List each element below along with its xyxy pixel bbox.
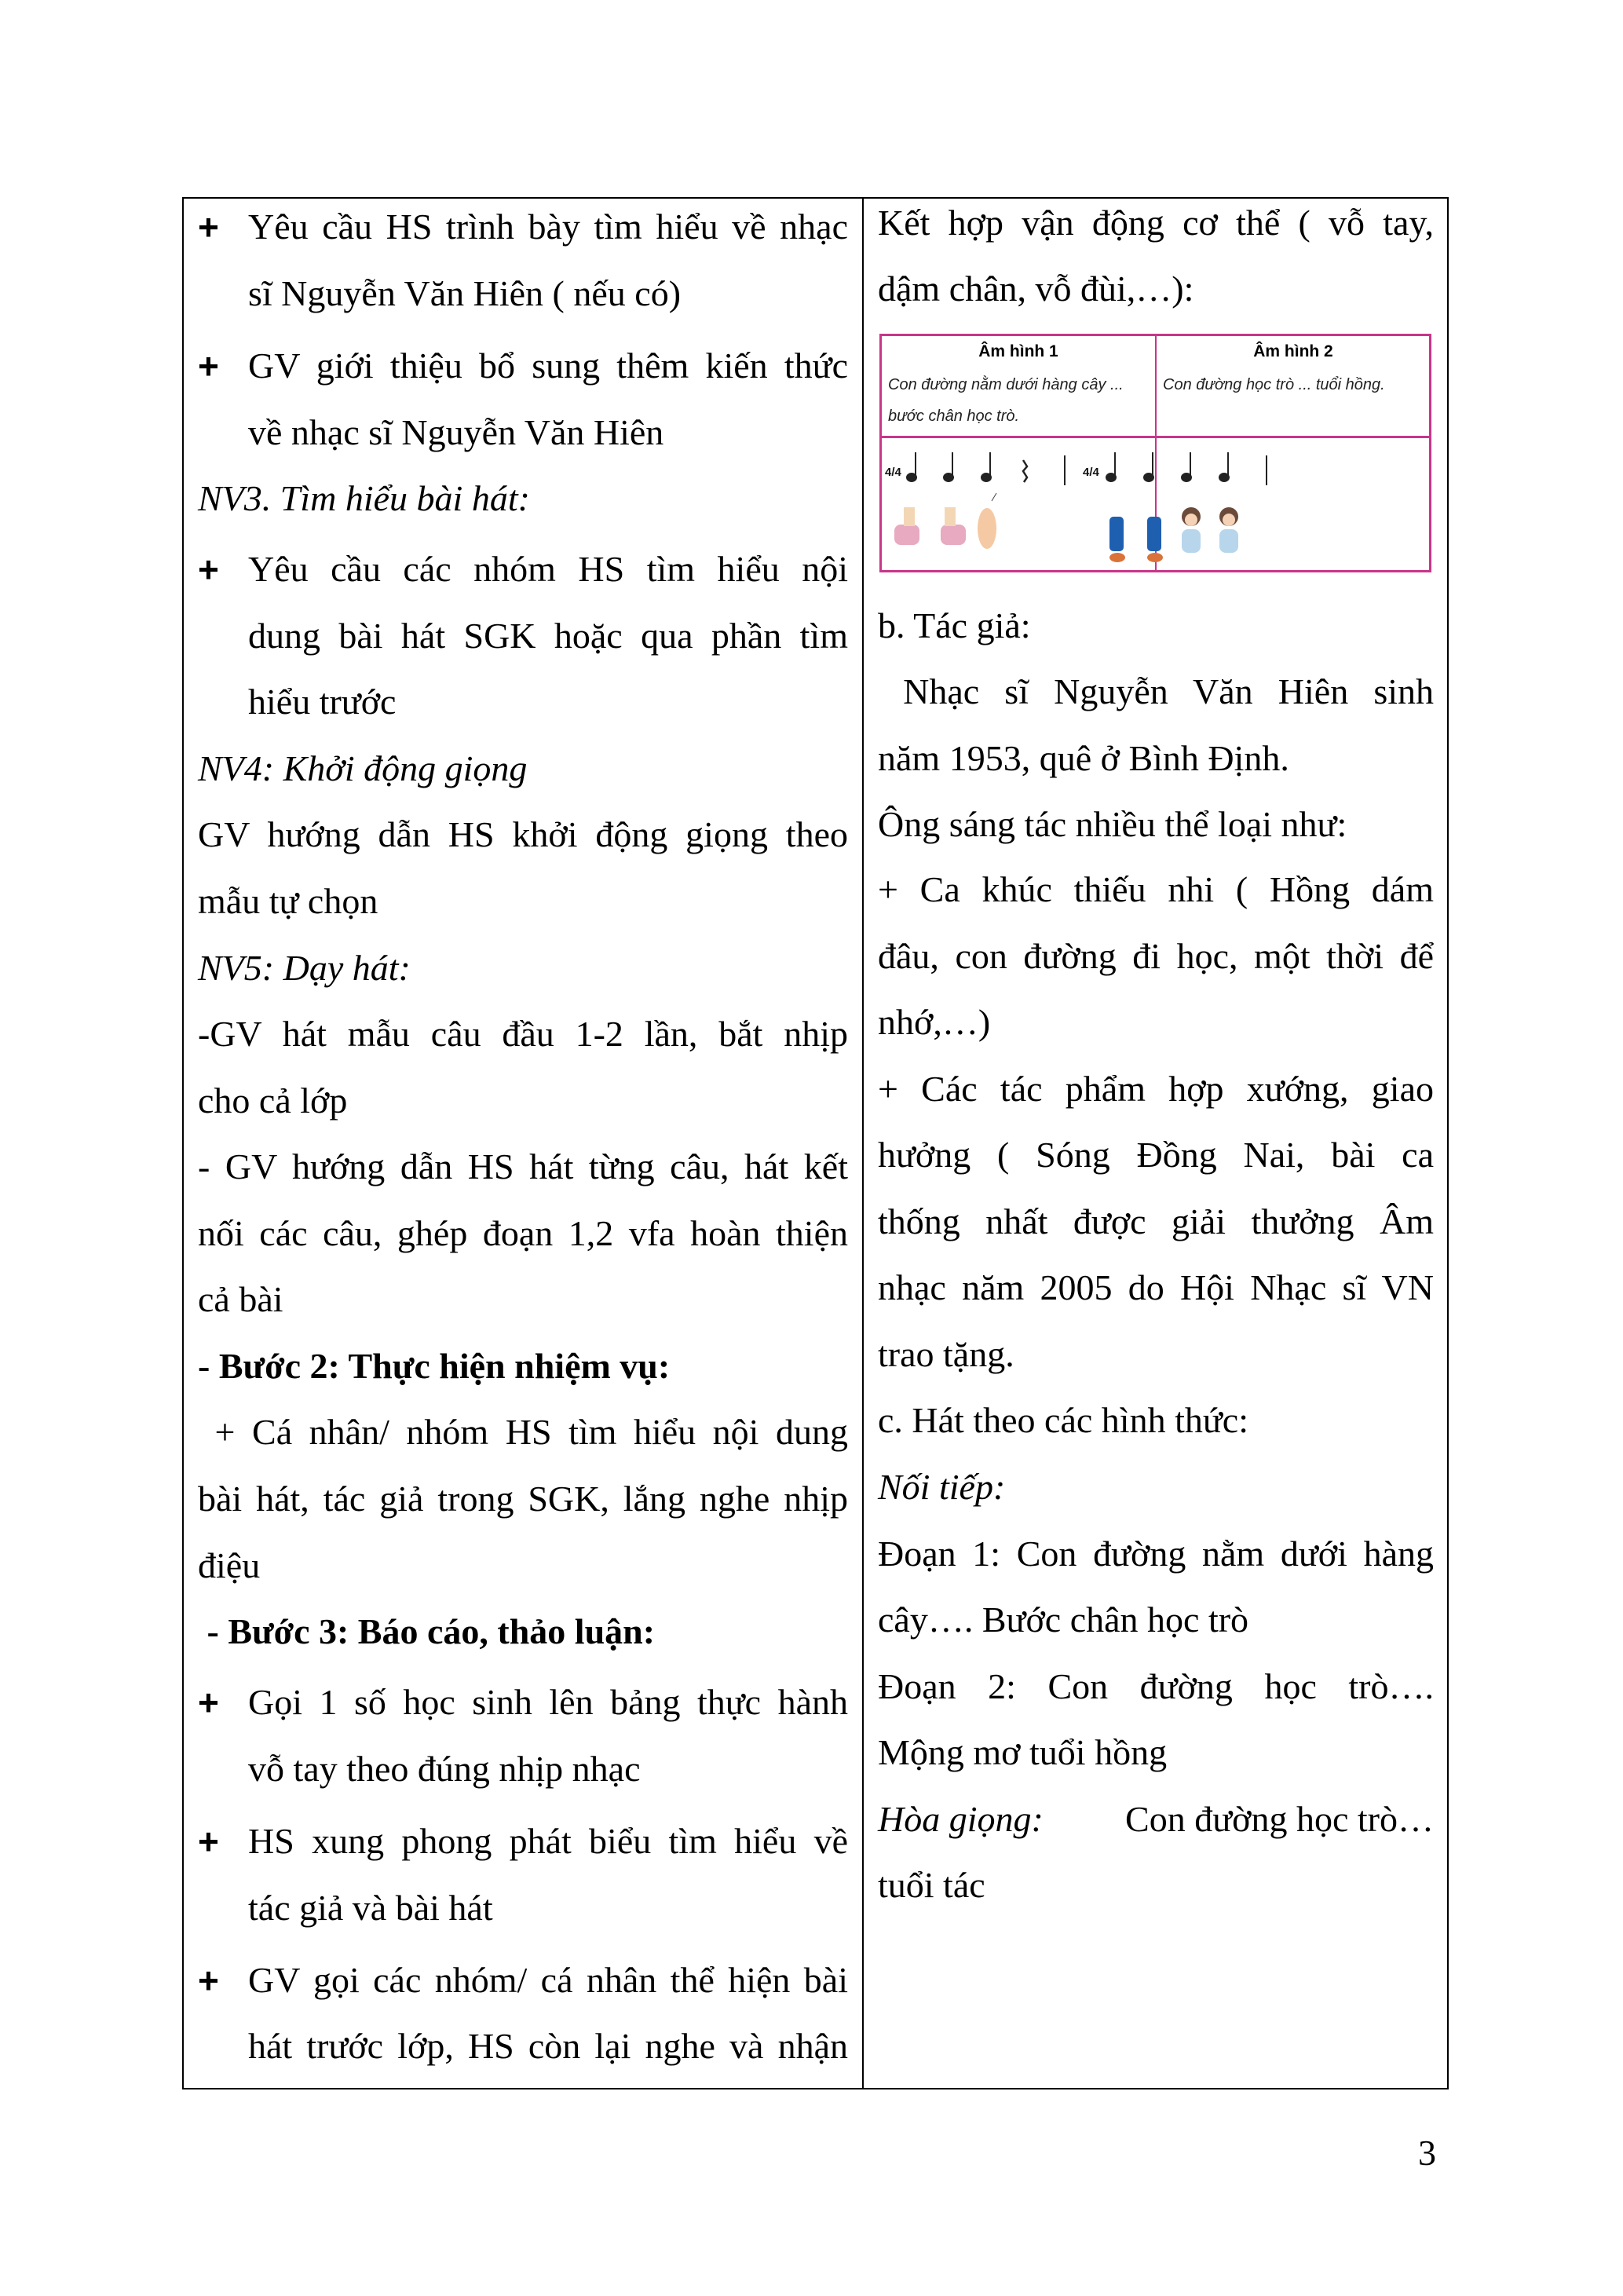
step-2-heading: - Bước 2: Thực hiện nhiệm vụ: bbox=[198, 1346, 671, 1386]
right-line bbox=[878, 1786, 1434, 1852]
left-line: bài hát, tác giả trong SGK, lắng nghe nhịp bbox=[198, 1479, 848, 1519]
pat-thigh-icon bbox=[1109, 517, 1125, 562]
pat-thigh-icon bbox=[1147, 517, 1163, 562]
pattern-1-time-signature: 4/4 bbox=[885, 466, 901, 479]
right-line: trao tặng. bbox=[878, 1334, 1014, 1374]
left-line: GV giới thiệu bổ sung thêm kiến thức bbox=[248, 345, 848, 386]
singing-forms-heading: c. Hát theo các hình thức: bbox=[878, 1400, 1248, 1440]
bullet: + bbox=[198, 207, 219, 247]
task-heading-nv4: NV4: Khởi động giọng bbox=[198, 748, 528, 788]
pattern-2-time-signature: 4/4 bbox=[1083, 466, 1099, 479]
page-number: 3 bbox=[1418, 2133, 1436, 2173]
rhythm-pattern-figure bbox=[879, 334, 1431, 572]
left-line: vỗ tay theo đúng nhịp nhạc bbox=[248, 1749, 641, 1789]
bullet: + bbox=[198, 1682, 219, 1723]
bullet: + bbox=[198, 1821, 219, 1862]
right-line: + Các tác phẩm hợp xướng, giao bbox=[878, 1069, 1434, 1109]
right-line: hưởng ( Sóng Đồng Nai, bài ca bbox=[878, 1135, 1434, 1175]
right-line: + Ca khúc thiếu nhi ( Hồng dám bbox=[878, 869, 1434, 909]
left-line: Yêu cầu HS trình bày tìm hiểu về nhạc bbox=[248, 207, 848, 247]
left-line: về nhạc sĩ Nguyễn Văn Hiên bbox=[248, 412, 664, 452]
left-line: điệu bbox=[198, 1545, 261, 1585]
right-line: dậm chân, vỗ đùi,…): bbox=[878, 269, 1194, 309]
left-line: sĩ Nguyễn Văn Hiên ( nếu có) bbox=[248, 273, 682, 313]
right-line: nhạc năm 2005 do Hội Nhạc sĩ VN bbox=[878, 1267, 1434, 1307]
pattern-1-lyric-line: bước chân học trò. bbox=[888, 408, 1020, 425]
rhythm-notation bbox=[882, 438, 1431, 572]
task-heading-nv3: NV3. Tìm hiểu bài hát: bbox=[198, 478, 530, 518]
shoulder-tap-icon bbox=[1182, 507, 1201, 553]
pattern-1-lyric bbox=[888, 369, 1124, 432]
right-line: đâu, con đường đi học, một thời để bbox=[878, 936, 1434, 976]
chorus-label: Hòa giọng: bbox=[878, 1799, 1044, 1839]
right-line: tuổi tác bbox=[878, 1865, 985, 1905]
right-line: Ông sáng tác nhiều thể loại như: bbox=[878, 804, 1347, 844]
left-line: Yêu cầu các nhóm HS tìm hiểu nội bbox=[248, 549, 848, 589]
right-line: Nhạc sĩ Nguyễn Văn Hiên sinh bbox=[878, 671, 1435, 711]
shoulder-tap-icon bbox=[1219, 507, 1238, 553]
right-line: cây…. Bước chân học trò bbox=[878, 1600, 1249, 1640]
left-line: nối các câu, ghép đoạn 1,2 vfa hoàn thiện bbox=[198, 1213, 848, 1253]
author-heading: b. Tác giả: bbox=[878, 605, 1031, 645]
pattern-1-title: Âm hình 1 bbox=[978, 342, 1058, 360]
bullet: + bbox=[198, 1960, 219, 2001]
bullet: + bbox=[198, 549, 219, 590]
left-line: GV gọi các nhóm/ cá nhân thể hiện bài bbox=[248, 1960, 848, 2000]
right-line: năm 1953, quê ở Bình Định. bbox=[878, 738, 1289, 778]
right-line: nhớ,…) bbox=[878, 1002, 991, 1042]
left-line: GV hướng dẫn HS khởi động giọng theo bbox=[198, 814, 848, 854]
right-line: Nối tiếp: bbox=[878, 1467, 1006, 1507]
left-line: HS xung phong phát biểu tìm hiểu về bbox=[248, 1821, 848, 1861]
left-line: -GV hát mẫu câu đầu 1-2 lần, bắt nhịp bbox=[198, 1014, 848, 1054]
left-line: hát trước lớp, HS còn lại nghe và nhận bbox=[248, 2026, 848, 2066]
clap-hands-icon bbox=[978, 493, 996, 549]
stomp-foot-icon bbox=[941, 507, 966, 545]
left-line: hiểu trước bbox=[248, 682, 397, 722]
left-line: + Cá nhân/ nhóm HS tìm hiểu nội dung bbox=[198, 1412, 849, 1452]
left-line: Gọi 1 số học sinh lên bảng thực hành bbox=[248, 1682, 848, 1722]
left-line: cả bài bbox=[198, 1279, 283, 1319]
pattern-2-lyric: Con đường học trò ... tuổi hồng. bbox=[1163, 376, 1385, 393]
pattern-2-title: Âm hình 2 bbox=[1253, 342, 1333, 360]
bullet: + bbox=[198, 345, 219, 386]
right-line: Mộng mơ tuổi hồng bbox=[878, 1732, 1168, 1772]
left-line: tác giả và bài hát bbox=[248, 1888, 493, 1928]
quarter-note-icon bbox=[907, 452, 1229, 481]
left-line: dung bài hát SGK hoặc qua phần tìm bbox=[248, 616, 848, 656]
pattern-1-lyric-line: Con đường nằm dưới hàng cây ... bbox=[888, 376, 1124, 393]
right-line: Kết hợp vận động cơ thể ( vỗ tay, bbox=[878, 203, 1434, 243]
stomp-foot-icon bbox=[894, 507, 919, 545]
step-3-heading: - Bước 3: Báo cáo, thảo luận: bbox=[198, 1611, 656, 1651]
right-line: Đoạn 1: Con đường nằm dưới hàng bbox=[878, 1534, 1434, 1574]
column-divider bbox=[862, 197, 864, 2089]
left-line: - GV hướng dẫn HS hát từng câu, hát kết bbox=[198, 1146, 848, 1186]
chorus-text: Con đường học trò… bbox=[1116, 1799, 1434, 1839]
left-line: mẫu tự chọn bbox=[198, 881, 378, 921]
right-line: thống nhất được giải thưởng Âm bbox=[878, 1201, 1434, 1241]
right-line: Đoạn 2: Con đường học trò…. bbox=[878, 1666, 1434, 1706]
quarter-rest-icon bbox=[1023, 460, 1027, 482]
task-heading-nv5: NV5: Dạy hát: bbox=[198, 948, 411, 988]
left-line: cho cả lớp bbox=[198, 1080, 348, 1121]
